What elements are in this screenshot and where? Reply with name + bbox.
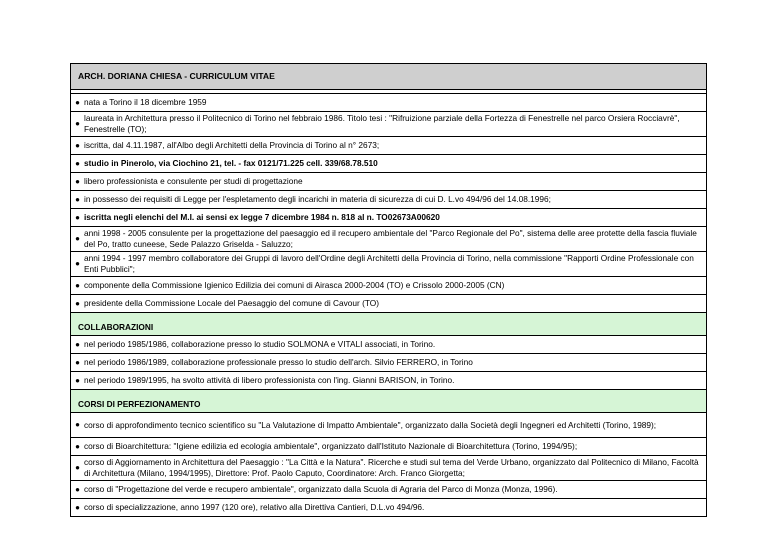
bullet-dot-icon: ● (75, 463, 80, 472)
item-text: nel periodo 1985/1986, collaborazione presso lo studio SOLMONA e VITALI associati, in Torino. (84, 339, 436, 350)
section-corsi (71, 390, 707, 413)
bullet-dot-icon: ● (75, 357, 80, 367)
item-text: componente della Commissione Igienico Edilizia dei comuni di Airasca 2000-2004 (TO) e Crissolo 2000-2005 (CN) (84, 280, 505, 291)
cv-table (70, 63, 707, 517)
section-heading: COLLABORAZIONI (71, 313, 707, 336)
profile-item (71, 277, 707, 295)
bullet-dot-icon: ● (75, 502, 80, 512)
profile-item (71, 252, 707, 277)
bullet-dot-icon: ● (75, 441, 80, 451)
bullet-dot-icon: ● (75, 280, 80, 290)
bullet-dot-icon: ● (75, 420, 80, 429)
corso-item (71, 456, 707, 481)
bullet-dot-icon: ● (75, 298, 80, 308)
bullet-dot-icon: ● (75, 484, 80, 494)
bullet-dot-icon: ● (75, 339, 80, 349)
profile-item (71, 209, 707, 227)
profile-item (71, 155, 707, 173)
section-collaborazioni (71, 313, 707, 336)
bullet-dot-icon: ● (75, 97, 80, 107)
profile-item (71, 191, 707, 209)
profile-item (71, 137, 707, 155)
profile-item (71, 112, 707, 137)
item-text: iscritta, dal 4.11.1987, all'Albo degli Architetti della Provincia di Torino al n° 2673; (84, 140, 380, 151)
corso-item (71, 499, 707, 517)
collaborazione-item (71, 372, 707, 390)
corso-item (71, 481, 707, 499)
bullet-dot-icon: ● (75, 194, 80, 204)
item-text: corso di approfondimento tecnico scientifico su "La Valutazione di Impatto Ambientale", organizzato dalla Società degli Ingegneri ed Architetti (Torino, 1989); (84, 419, 657, 430)
item-text: libero professionista e consulente per studi di progettazione (84, 176, 303, 187)
bullet-dot-icon: ● (75, 259, 80, 268)
item-text: corso di Aggiornamento in Architettura del Paesaggio : "La Città e la Natura". Ricerche e studi sul tema del Verde Urbano, organizzato dal Politecnico di Milano, Facoltà di Architettura (Milano, 1994/1995), Direttore: Prof. Paolo Caputo, Coordinatore: Arch. Franco Giorgetta; (84, 457, 699, 478)
item-text: corso di Bioarchitettura: "Igiene edilizia ed ecologia ambientale", organizzato dall'Istituto Nazionale di Bioarchitettura (Torino, 1994/95); (84, 441, 578, 452)
corso-item (71, 438, 707, 456)
profile-item (71, 295, 707, 313)
bullet-dot-icon: ● (75, 375, 80, 385)
collaborazione-item (71, 336, 707, 354)
item-text: iscritta negli elenchi del M.I. ai sensi ex legge 7 dicembre 1984 n. 818 al n. TO02673A00620 (84, 212, 440, 223)
cv-title-row (71, 64, 707, 90)
profile-item (71, 173, 707, 191)
collaborazione-item (71, 354, 707, 372)
profile-item (71, 227, 707, 252)
item-text: nata a Torino il 18 dicembre 1959 (84, 97, 207, 108)
item-text: corso di specializzazione, anno 1997 (120 ore), relativo alla Direttiva Cantieri, D.L.vo 494/96. (84, 502, 425, 513)
item-text: anni 1994 - 1997 membro collaboratore dei Gruppi di lavoro dell'Ordine degli Architetti della Provincia di Torino, nella commissione "Rapporti Ordine Professionale con Enti Pubblici"; (84, 253, 694, 274)
bullet-dot-icon: ● (75, 212, 80, 222)
bullet-dot-icon: ● (75, 119, 80, 128)
profile-item (71, 94, 707, 112)
item-text: anni 1998 - 2005 consulente per la progettazione del paesaggio ed il recupero ambientale del "Parco Regionale del Po", sistema delle aree protette della fascia fluviale del Po, tratto cuneese, Sede Palazzo Griselda - Saluzzo; (84, 228, 697, 249)
item-text: corso di "Progettazione del verde e recupero ambientale", organizzato dalla Scuola di Agraria del Parco di Monza (Monza, 1996). (84, 484, 558, 495)
bullet-dot-icon: ● (75, 140, 80, 150)
bullet-dot-icon: ● (75, 234, 80, 243)
cv-title: ARCH. DORIANA CHIESA - CURRICULUM VITAE (71, 64, 707, 90)
item-text: nel periodo 1986/1989, collaborazione professionale presso lo studio dell'arch. Silvio FERRERO, in Torino (84, 357, 473, 368)
bullet-dot-icon: ● (75, 176, 80, 186)
bullet-dot-icon: ● (75, 158, 80, 168)
item-text: presidente della Commissione Locale del Paesaggio del comune di Cavour (TO) (84, 298, 380, 309)
item-text: in possesso dei requisiti di Legge per l'espletamento degli incarichi in materia di sicurezza di cui D. L.vo 494/96 del 14.08.1996; (84, 194, 551, 205)
item-text: nel periodo 1989/1995, ha svolto attività di libero professionista con l'ing. Gianni BARISON, in Torino. (84, 375, 455, 386)
item-text: laureata in Architettura presso il Politecnico di Torino nel febbraio 1986. Titolo tesi : "Rifruizione parziale della Fortezza di Fenestrelle nel parco Orsiera Rocciavrè", Fenestrelle (TO); (84, 113, 680, 134)
item-text: studio in Pinerolo, via Ciochino 21, tel. - fax 0121/71.225 cell. 339/68.78.510 (84, 158, 378, 169)
section-heading: CORSI DI PERFEZIONAMENTO (71, 390, 707, 413)
corso-item (71, 413, 707, 438)
